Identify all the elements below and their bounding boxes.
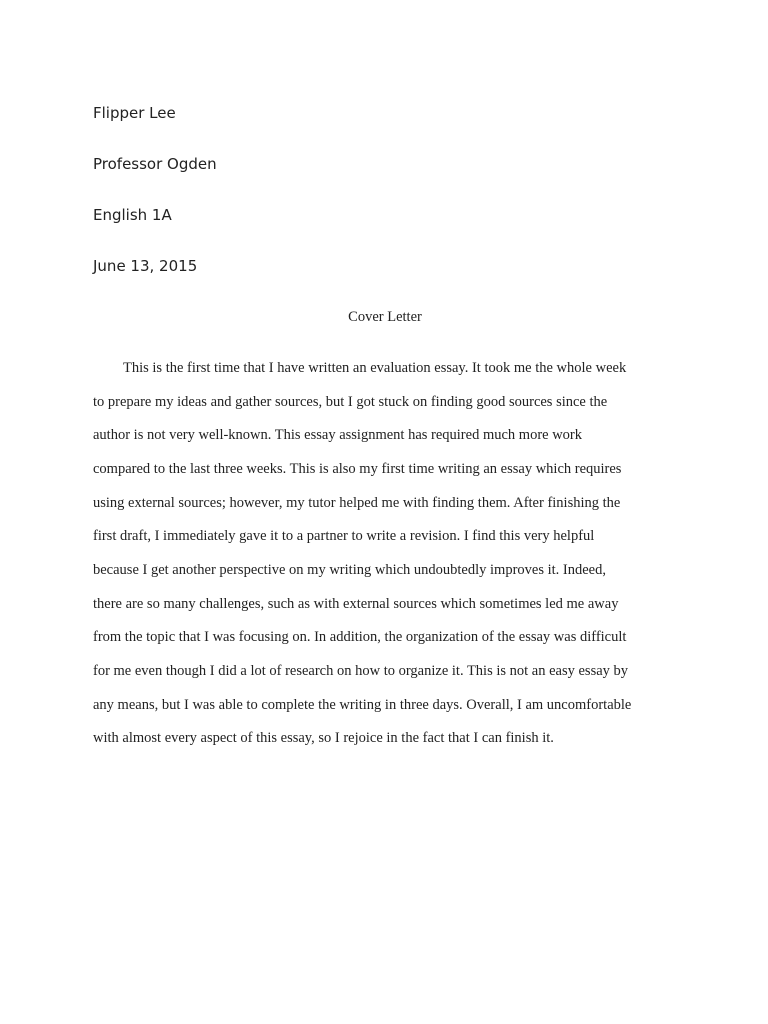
body-line: any means, but I was able to complete the writing in three days. Overall, I am uncomfortable (93, 697, 632, 713)
body-line: from the topic that I was focusing on. In addition, the organization of the essay was difficult (93, 629, 627, 645)
body-line: with almost every aspect of this essay, so I rejoice in the fact that I can finish it. (93, 730, 554, 746)
body-line: author is not very well-known. This essay assignment has required much more work (93, 427, 583, 443)
body-line: for me even though I did a lot of research on how to organize it. This is not an easy essay by (93, 663, 629, 679)
body-line: compared to the last three weeks. This is also my first time writing an essay which requires (93, 461, 622, 477)
professor-name: Professor Ogden (93, 155, 217, 173)
body-line: using external sources; however, my tutor helped me with finding them. After finishing the (93, 495, 621, 511)
body-line: first draft, I immediately gave it to a partner to write a revision. I find this very helpful (93, 528, 595, 544)
course-name: English 1A (93, 206, 172, 224)
body-line: to prepare my ideas and gather sources, but I got stuck on finding good sources since the (93, 394, 608, 410)
body-line: This is the first time that I have written an evaluation essay. It took me the whole week (123, 360, 627, 376)
date-line: June 13, 2015 (93, 257, 198, 275)
document-title: Cover Letter (348, 309, 422, 325)
author-name: Flipper Lee (93, 104, 176, 122)
body-line: there are so many challenges, such as with external sources which sometimes led me away (93, 596, 619, 612)
body-line: because I get another perspective on my writing which undoubtedly improves it. Indeed, (93, 562, 606, 578)
